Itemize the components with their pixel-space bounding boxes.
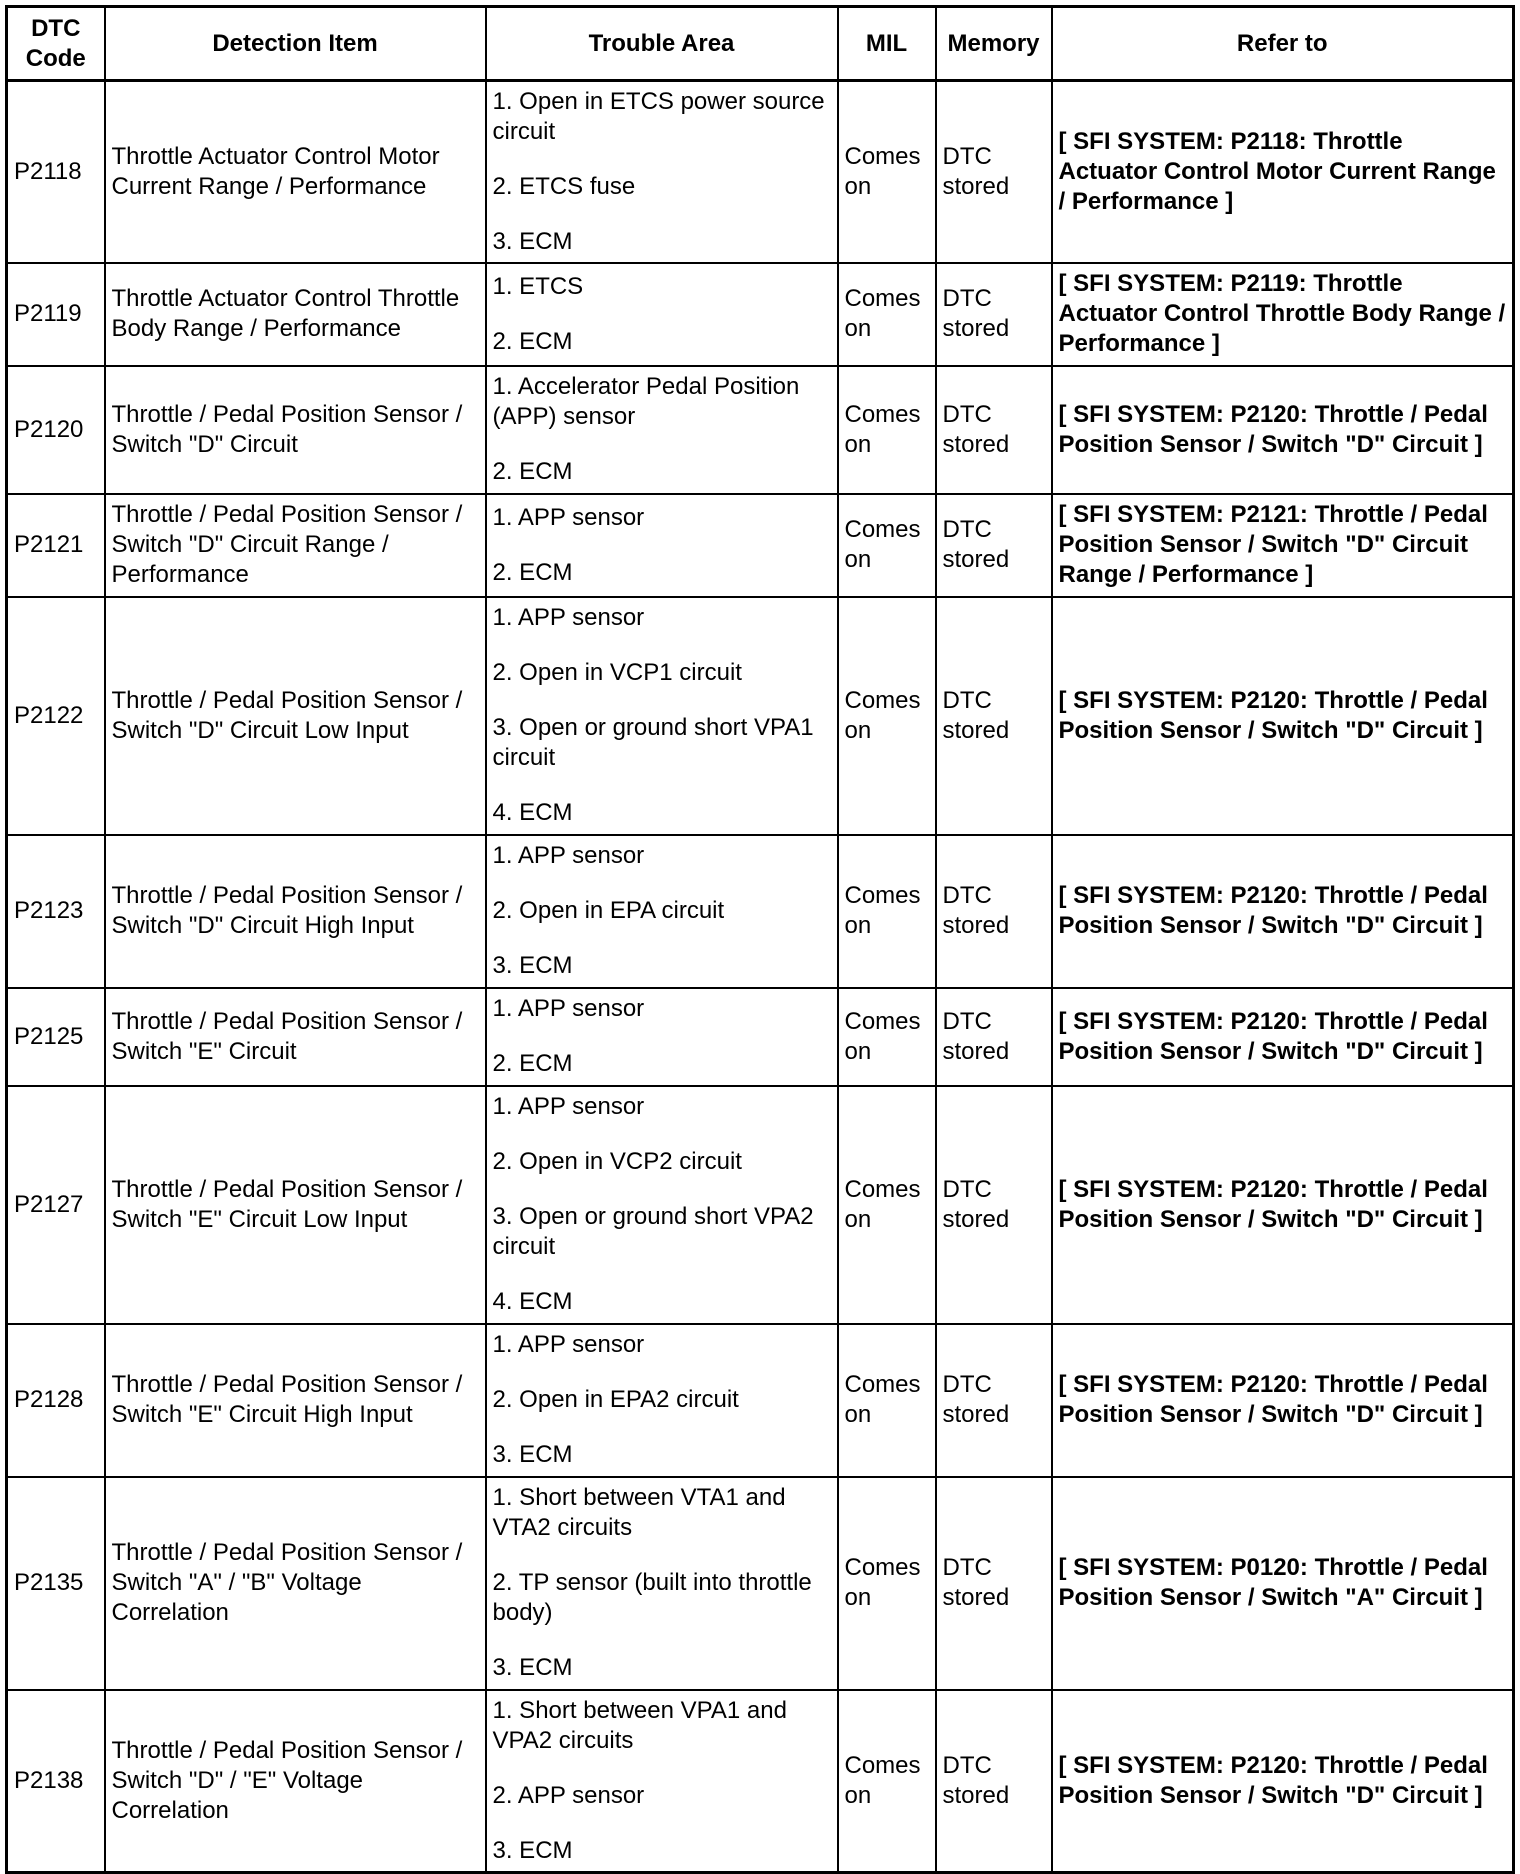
detection-item-cell: Throttle / Pedal Position Sensor / Switch "D" Circuit High Input — [105, 835, 486, 988]
refer-to-cell: [ SFI SYSTEM: P0120: Throttle / Pedal Position Sensor / Switch "A" Circuit ] — [1052, 1477, 1514, 1690]
dtc-code-cell: P2125 — [7, 988, 105, 1086]
trouble-area-cell — [486, 263, 838, 366]
dtc-code-cell: P2123 — [7, 835, 105, 988]
trouble-area-item: 2. ECM — [492, 1050, 573, 1077]
trouble-area-cell — [486, 597, 838, 835]
refer-to-cell: [ SFI SYSTEM: P2120: Throttle / Pedal Position Sensor / Switch "D" Circuit ] — [1052, 597, 1514, 835]
mil-cell: Comes on — [838, 263, 936, 366]
trouble-area-item: 3. ECM — [492, 1654, 573, 1681]
trouble-area-item: 1. Short between VPA1 and VPA2 circuits — [492, 1696, 787, 1754]
dtc-table — [5, 5, 1515, 1874]
table-body — [7, 81, 1514, 1873]
dtc-code-cell: P2119 — [7, 263, 105, 366]
refer-to-cell: [ SFI SYSTEM: P2118: Throttle Actuator Control Motor Current Range / Performance ] — [1052, 81, 1514, 263]
header-dtc-code-line2: Code — [25, 44, 86, 72]
mil-cell: Comes on — [838, 597, 936, 835]
trouble-area-cell — [486, 1086, 838, 1324]
mil-cell: Comes on — [838, 835, 936, 988]
trouble-area-item: 1. APP sensor — [492, 1331, 645, 1358]
dtc-code-cell: P2122 — [7, 597, 105, 835]
trouble-area-cell — [486, 988, 838, 1086]
trouble-area-item: 3. ECM — [492, 1836, 573, 1864]
refer-to-cell: [ SFI SYSTEM: P2120: Throttle / Pedal Position Sensor / Switch "D" Circuit ] — [1052, 835, 1514, 988]
trouble-area-cell — [486, 1477, 838, 1690]
trouble-area-item: 3. Open or ground short VPA2 circuit — [492, 1203, 814, 1260]
trouble-area-item: 1. APP sensor — [492, 1093, 645, 1120]
trouble-area-item: 1. Short between VTA1 and VTA2 circuits — [492, 1484, 786, 1541]
header-dtc-code — [7, 7, 105, 81]
memory-cell: DTC stored — [936, 1086, 1052, 1324]
trouble-area-item: 1. APP sensor — [492, 842, 645, 869]
refer-to-cell: [ SFI SYSTEM: P2120: Throttle / Pedal Position Sensor / Switch "D" Circuit ] — [1052, 1690, 1514, 1873]
detection-item-cell: Throttle / Pedal Position Sensor / Switch "E" Circuit Low Input — [105, 1086, 486, 1324]
detection-item-cell: Throttle / Pedal Position Sensor / Switch "D" Circuit Low Input — [105, 597, 486, 835]
header-trouble-area: Trouble Area — [486, 7, 838, 81]
detection-item-cell: Throttle Actuator Control Throttle Body Range / Performance — [105, 263, 486, 366]
detection-item-cell: Throttle Actuator Control Motor Current Range / Performance — [105, 81, 486, 263]
trouble-area-item: 1. Open in ETCS power source circuit — [492, 87, 825, 145]
trouble-area-item: 2. Open in EPA circuit — [492, 897, 725, 924]
detection-item-cell: Throttle / Pedal Position Sensor / Switch "E" Circuit High Input — [105, 1324, 486, 1477]
table-row — [7, 494, 1514, 597]
trouble-area-cell — [486, 81, 838, 263]
trouble-area-item: 1. Accelerator Pedal Position (APP) sensor — [492, 373, 800, 430]
trouble-area-cell — [486, 366, 838, 494]
dtc-code-cell: P2127 — [7, 1086, 105, 1324]
trouble-area-item: 2. APP sensor — [492, 1781, 645, 1809]
table-row — [7, 835, 1514, 988]
detection-item-cell: Throttle / Pedal Position Sensor / Switch "D" Circuit Range / Performance — [105, 494, 486, 597]
trouble-area-item: 2. ECM — [492, 458, 573, 485]
table-row — [7, 1690, 1514, 1873]
trouble-area-item: 1. APP sensor — [492, 604, 645, 631]
trouble-area-item: 3. ECM — [492, 1441, 573, 1468]
dtc-code-cell: P2128 — [7, 1324, 105, 1477]
trouble-area-item: 2. TP sensor (built into throttle body) — [492, 1569, 812, 1626]
table-row — [7, 988, 1514, 1086]
trouble-area-item: 2. Open in VCP2 circuit — [492, 1148, 742, 1175]
trouble-area-item: 4. ECM — [492, 1288, 573, 1315]
refer-to-cell: [ SFI SYSTEM: P2120: Throttle / Pedal Position Sensor / Switch "D" Circuit ] — [1052, 988, 1514, 1086]
trouble-area-item: 1. APP sensor — [492, 995, 645, 1022]
memory-cell: DTC stored — [936, 366, 1052, 494]
trouble-area-item: 4. ECM — [492, 799, 573, 826]
trouble-area-cell — [486, 835, 838, 988]
mil-cell: Comes on — [838, 1086, 936, 1324]
mil-cell: Comes on — [838, 1477, 936, 1690]
table-row — [7, 263, 1514, 366]
mil-cell: Comes on — [838, 1324, 936, 1477]
detection-item-cell: Throttle / Pedal Position Sensor / Switch "D" Circuit — [105, 366, 486, 494]
refer-to-cell: [ SFI SYSTEM: P2120: Throttle / Pedal Position Sensor / Switch "D" Circuit ] — [1052, 366, 1514, 494]
table-row — [7, 81, 1514, 263]
table-row — [7, 597, 1514, 835]
trouble-area-item: 2. ECM — [492, 327, 573, 355]
table-header — [7, 7, 1514, 81]
header-dtc-code-line1: DTC — [31, 14, 81, 42]
trouble-area-cell — [486, 1324, 838, 1477]
memory-cell: DTC stored — [936, 988, 1052, 1086]
memory-cell: DTC stored — [936, 1690, 1052, 1873]
detection-item-cell: Throttle / Pedal Position Sensor / Switch "A" / "B" Voltage Correlation — [105, 1477, 486, 1690]
memory-cell: DTC stored — [936, 263, 1052, 366]
table-row — [7, 1086, 1514, 1324]
table-row — [7, 1324, 1514, 1477]
trouble-area-item: 3. Open or ground short VPA1 circuit — [492, 714, 814, 771]
trouble-area-item: 3. ECM — [492, 227, 573, 255]
header-mil: MIL — [838, 7, 936, 81]
dtc-code-cell: P2121 — [7, 494, 105, 597]
memory-cell: DTC stored — [936, 81, 1052, 263]
trouble-area-item: 2. ECM — [492, 558, 573, 586]
trouble-area-cell — [486, 1690, 838, 1873]
memory-cell: DTC stored — [936, 835, 1052, 988]
dtc-code-cell: P2120 — [7, 366, 105, 494]
memory-cell: DTC stored — [936, 494, 1052, 597]
table-row — [7, 366, 1514, 494]
trouble-area-item: 1. ETCS — [492, 272, 584, 300]
mil-cell: Comes on — [838, 988, 936, 1086]
trouble-area-item: 1. APP sensor — [492, 503, 645, 531]
dtc-code-cell: P2138 — [7, 1690, 105, 1873]
mil-cell: Comes on — [838, 81, 936, 263]
refer-to-cell: [ SFI SYSTEM: P2119: Throttle Actuator Control Throttle Body Range / Performance ] — [1052, 263, 1514, 366]
trouble-area-cell — [486, 494, 838, 597]
detection-item-cell: Throttle / Pedal Position Sensor / Switch "E" Circuit — [105, 988, 486, 1086]
trouble-area-item: 2. Open in EPA2 circuit — [492, 1386, 739, 1413]
header-detection-item: Detection Item — [105, 7, 486, 81]
refer-to-cell: [ SFI SYSTEM: P2120: Throttle / Pedal Position Sensor / Switch "D" Circuit ] — [1052, 1324, 1514, 1477]
memory-cell: DTC stored — [936, 1477, 1052, 1690]
refer-to-cell: [ SFI SYSTEM: P2120: Throttle / Pedal Position Sensor / Switch "D" Circuit ] — [1052, 1086, 1514, 1324]
dtc-code-cell: P2135 — [7, 1477, 105, 1690]
mil-cell: Comes on — [838, 494, 936, 597]
memory-cell: DTC stored — [936, 597, 1052, 835]
header-memory: Memory — [936, 7, 1052, 81]
trouble-area-item: 2. Open in VCP1 circuit — [492, 659, 742, 686]
trouble-area-item: 2. ETCS fuse — [492, 172, 636, 200]
memory-cell: DTC stored — [936, 1324, 1052, 1477]
trouble-area-item: 3. ECM — [492, 952, 573, 979]
dtc-code-cell: P2118 — [7, 81, 105, 263]
mil-cell: Comes on — [838, 1690, 936, 1873]
detection-item-cell: Throttle / Pedal Position Sensor / Switch "D" / "E" Voltage Correlation — [105, 1690, 486, 1873]
table-row — [7, 1477, 1514, 1690]
header-refer-to: Refer to — [1052, 7, 1514, 81]
refer-to-cell: [ SFI SYSTEM: P2121: Throttle / Pedal Position Sensor / Switch "D" Circuit Range / Performance ] — [1052, 494, 1514, 597]
mil-cell: Comes on — [838, 366, 936, 494]
